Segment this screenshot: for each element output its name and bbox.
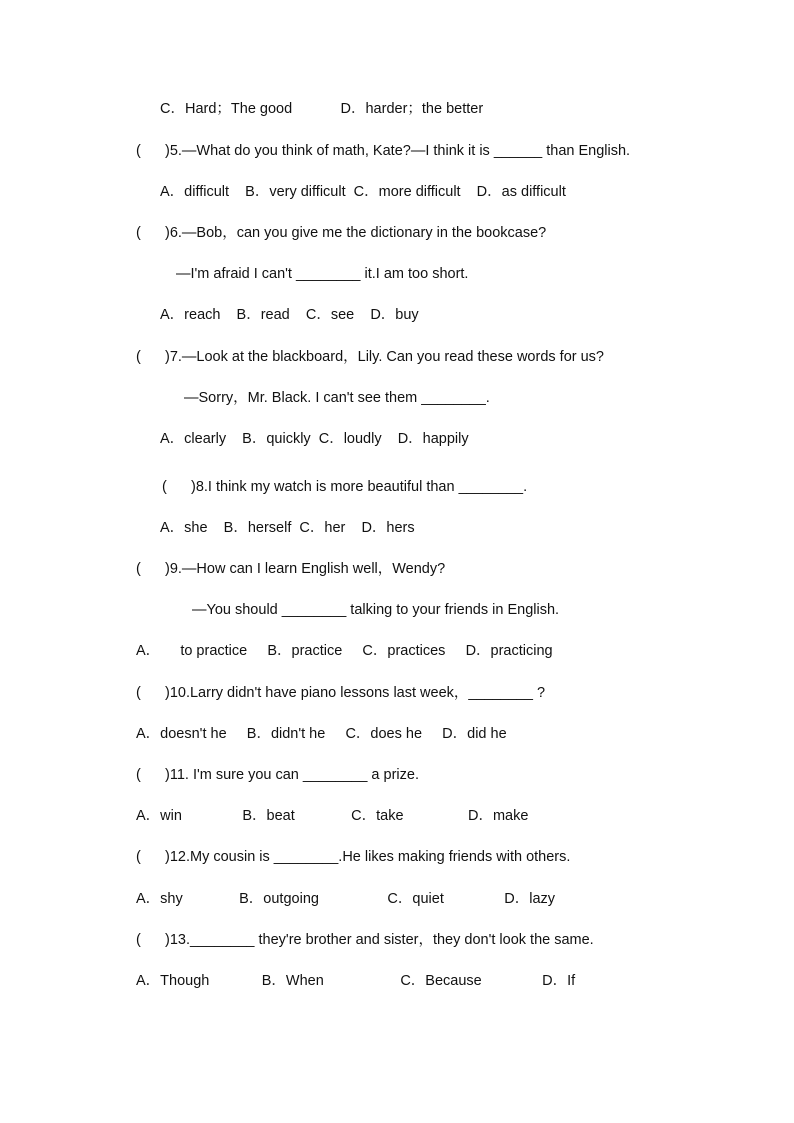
q7-question: ( )7.—Look at the blackboard，Lily. Can you read these words for us? <box>136 349 604 365</box>
q9-reply: —You should ________ talking to your friends in English. <box>192 602 560 618</box>
q12-options: A．shy B．outgoing C．quiet D．lazy <box>136 891 556 907</box>
q11-options: A．win B．beat C．take D．make <box>136 808 529 824</box>
q9-options: A． to practice B．practice C．practices D．practicing <box>136 643 553 659</box>
q9-question: ( )9.—How can I learn English well，Wendy? <box>136 561 446 577</box>
q13-question: ( )13.________ they're brother and sister，they don't look the same. <box>136 932 594 948</box>
q8-question: ( )8.I think my watch is more beautiful than ________. <box>162 479 528 495</box>
q7-reply: —Sorry，Mr. Black. I can't see them ________. <box>184 390 490 406</box>
q7-options: A．clearly B．quickly C．loudly D．happily <box>160 431 469 447</box>
q13-options: A．Though B．When C．Because D．If <box>136 973 576 989</box>
q11-question: ( )11. I'm sure you can ________ a prize. <box>136 767 419 783</box>
q5-options: A．difficult B．very difficult C．more difficult D．as difficult <box>160 184 566 200</box>
q5-question: ( )5.—What do you think of math, Kate?—I think it is ______ than English. <box>136 143 631 159</box>
q6-reply: —I'm afraid I can't ________ it.I am too short. <box>176 266 469 282</box>
q4-options-cd: C．Hard；The good D．harder；the better <box>160 101 484 117</box>
q6-question: ( )6.—Bob，can you give me the dictionary in the bookcase? <box>136 225 547 241</box>
q8-options: A．she B．herself C．her D．hers <box>160 520 415 536</box>
q10-question: ( )10.Larry didn't have piano lessons last week，________ ? <box>136 685 546 701</box>
q12-question: ( )12.My cousin is ________.He likes making friends with others. <box>136 849 571 865</box>
q6-options: A．reach B．read C．see D．buy <box>160 307 419 323</box>
q10-options: A．doesn't he B．didn't he C．does he D．did he <box>136 726 507 742</box>
